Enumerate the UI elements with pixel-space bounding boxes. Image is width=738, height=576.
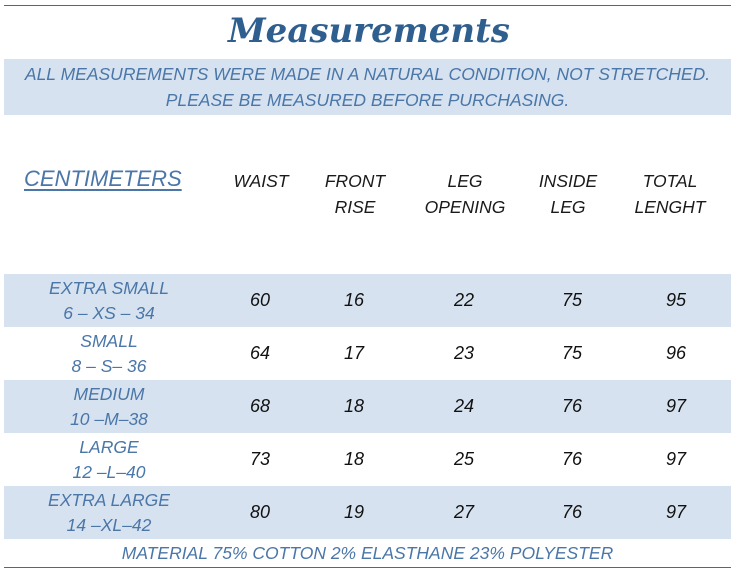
- notice-line-2: PLEASE BE MEASURED BEFORE PURCHASING.: [165, 90, 570, 110]
- size-code: 12 –L–40: [72, 461, 146, 482]
- waist-value: 60: [249, 290, 271, 310]
- size-cell: [4, 274, 214, 327]
- inside-leg-value: 75: [561, 343, 583, 363]
- unit-label: CENTIMETERS: [24, 166, 182, 191]
- waist-value: 64: [249, 343, 271, 363]
- table-row: [4, 433, 731, 486]
- table-row: [4, 380, 731, 433]
- total-length-value: 95: [665, 290, 687, 310]
- front-rise-value: 18: [343, 449, 365, 469]
- size-name: EXTRA SMALL: [49, 277, 169, 298]
- table-row: [4, 327, 731, 380]
- column-header-line1: INSIDE: [538, 171, 598, 191]
- leg-opening-value: 22: [453, 290, 475, 310]
- size-code: 6 – XS – 34: [63, 302, 155, 323]
- material-composition: MATERIAL 75% COTTON 2% ELASTHANE 23% POLYESTER: [121, 543, 614, 563]
- inside-leg-value: 76: [561, 449, 583, 469]
- waist-value: 80: [249, 502, 271, 522]
- size-name: SMALL: [80, 330, 138, 351]
- bottom-divider: [4, 567, 731, 568]
- column-header-line2: LENGHT: [634, 197, 706, 217]
- total-length-value: 97: [665, 502, 687, 522]
- notice-line-1: ALL MEASUREMENTS WERE MADE IN A NATURAL CONDITION, NOT STRETCHED.: [24, 64, 711, 84]
- column-header-inside-leg: [522, 168, 614, 228]
- total-length-value: 97: [665, 449, 687, 469]
- waist-value: 73: [249, 449, 271, 469]
- front-rise-value: 17: [343, 343, 365, 363]
- column-header-line2: OPENING: [424, 197, 506, 217]
- size-code: 14 –XL–42: [66, 514, 152, 535]
- size-code: 10 –M–38: [70, 408, 148, 429]
- front-rise-value: 16: [343, 290, 365, 310]
- size-name: EXTRA LARGE: [48, 489, 170, 510]
- column-header-line1: LEG: [447, 171, 483, 191]
- inside-leg-value: 75: [561, 290, 583, 310]
- leg-opening-value: 23: [453, 343, 475, 363]
- total-length-value: 96: [665, 343, 687, 363]
- total-length-value: 97: [665, 396, 687, 416]
- size-cell: [4, 433, 214, 486]
- size-name: LARGE: [79, 436, 139, 457]
- size-code: 8 – S– 36: [71, 355, 147, 376]
- measurement-notice: [4, 59, 731, 115]
- column-header-front-rise: [309, 168, 401, 228]
- size-cell: [4, 486, 214, 539]
- table-row: [4, 274, 731, 327]
- size-cell: [4, 380, 214, 433]
- column-header-line2: LEG: [550, 197, 586, 217]
- column-header-line1: FRONT: [324, 171, 386, 191]
- leg-opening-value: 25: [453, 449, 475, 469]
- size-name: MEDIUM: [73, 383, 145, 404]
- inside-leg-value: 76: [561, 502, 583, 522]
- leg-opening-value: 27: [453, 502, 475, 522]
- table-row: [4, 486, 731, 539]
- inside-leg-value: 76: [561, 396, 583, 416]
- front-rise-value: 19: [343, 502, 365, 522]
- page-title: Measurements: [228, 11, 510, 51]
- column-header-leg-opening: [410, 168, 520, 228]
- column-header-line1: WAIST: [233, 171, 289, 191]
- column-header-total-length: [622, 168, 718, 228]
- size-cell: [4, 327, 214, 380]
- front-rise-value: 18: [343, 396, 365, 416]
- column-header-line2: RISE: [334, 197, 376, 217]
- column-header-waist: [215, 168, 307, 228]
- column-header-line1: TOTAL: [642, 171, 698, 191]
- leg-opening-value: 24: [453, 396, 475, 416]
- waist-value: 68: [249, 396, 271, 416]
